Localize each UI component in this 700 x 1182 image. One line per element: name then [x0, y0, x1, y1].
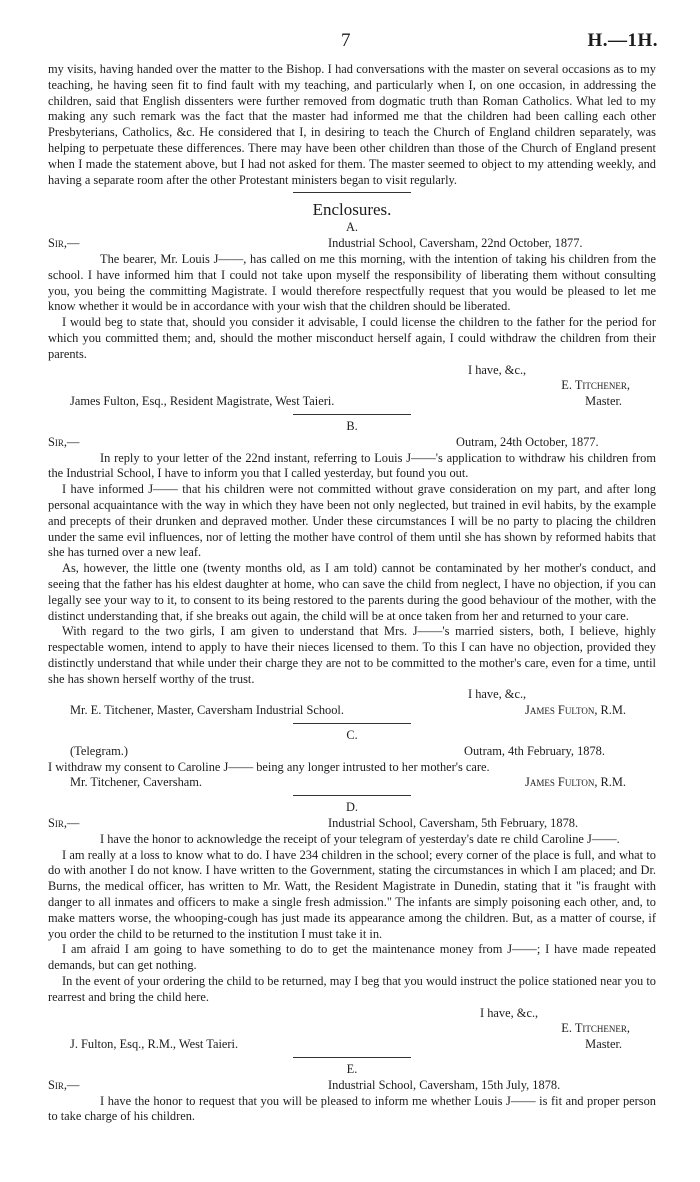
- letter-b-label: B.: [346, 418, 358, 433]
- letter-b-paragraph-4: With regard to the two girls, I am given to understand that Mrs. J——'s married sisters, both, I believe, highly respectable women, intend to apply to have their nieces licensed to them. To this I can have no objection, provided they distinctly understand that while under their charge they are not to be committed to the mother's care, even for a time, until she has shown herself worthy of the trust.: [48, 624, 656, 686]
- letter-c-addressee: Mr. Titchener, Caversham.: [70, 775, 202, 790]
- letter-b-addressee-row: [48, 703, 656, 719]
- letter-c-kind: (Telegram.): [70, 743, 128, 758]
- section-divider: [293, 795, 411, 796]
- letter-c: [48, 728, 656, 791]
- letter-d-signer-title: Master.: [585, 1037, 622, 1052]
- letter-a-addressee: James Fulton, Esq., Resident Magistrate, West Taieri.: [70, 394, 335, 409]
- enclosures-heading: Enclosures.: [312, 200, 392, 220]
- letter-e-header-row: [48, 1078, 656, 1094]
- section-divider: [293, 723, 411, 724]
- letter-b: [48, 419, 656, 719]
- letter-d-addressee: J. Fulton, Esq., R.M., West Taieri.: [70, 1037, 239, 1052]
- letter-a-salutation: Sir,—: [48, 236, 80, 251]
- letter-a-signature: E. Titchener,: [561, 378, 630, 393]
- letter-b-paragraph-3: As, however, the little one (twenty months old, as I am told) cannot be contaminated by her mother's conduct, and seeing that the father has his eldest daughter at home, who can save the child from neglect, I have no objection, if you can legally see your way to it, to consent to its being restored to the parents during the good behaviour of the mother, with the distinct understanding that, if she breaks out again, the child will be at once taken from her and returned to your care.: [48, 561, 656, 623]
- letter-c-label: C.: [346, 728, 358, 743]
- letter-a-closing: I have, &c.,: [468, 362, 527, 377]
- letter-b-paragraph-1: In reply to your letter of the 22nd instant, referring to Louis J——'s application to withdraw his children from the Industrial School, I have to inform you that I called yesterday, but found you out.: [48, 450, 656, 481]
- letter-c-header-row: [48, 744, 656, 760]
- letter-d-signature-row: [48, 1021, 656, 1037]
- page-body: [48, 62, 656, 1125]
- letter-a-paragraph-1: The bearer, Mr. Louis J——, has called on me this morning, with the intention of taking his children from the school. I have informed him that I could not take upon myself the responsibility of liberating them without consulting you, you being the committing Magistrate. I would therefore respectfully request that you would be pleased to let me know whether it would be in accordance with your wish that the children should be liberated.: [48, 251, 656, 314]
- letter-a-place-date: Industrial School, Caversham, 22nd October, 1877.: [328, 236, 583, 251]
- letter-a-signer-title: Master.: [585, 394, 622, 409]
- letter-d-header-row: [48, 816, 656, 832]
- letter-d-label: D.: [345, 800, 359, 815]
- letter-d-paragraph-1: I have the honor to acknowledge the receipt of your telegram of yesterday's date re child Caroline J——.: [100, 831, 620, 846]
- section-divider: [293, 1057, 411, 1058]
- letter-d-paragraph-4: In the event of your ordering the child to be returned, may I beg that you would instruct the police stationed near you to rearrest and bring the child here.: [48, 974, 656, 1004]
- letter-e-paragraph-1: I have the honor to request that you will be pleased to inform me whether Louis J—— is fit and proper person to take charge of his children.: [48, 1093, 656, 1124]
- letter-d-closing-row: [48, 1006, 656, 1022]
- letter-d-salutation: Sir,—: [48, 816, 80, 831]
- letter-a-paragraph-2: I would beg to state that, should you consider it advisable, I could license the children to the father for the period for which you committed them; and, should the mother misconduct herself again, I could withdraw the children from their parents.: [48, 315, 656, 361]
- letter-e-salutation: Sir,—: [48, 1077, 80, 1092]
- letter-d-paragraph-2: I am really at a loss to know what to do. I have 234 children in the school; every corner of the place is full, and what to do with another I do not know. I have written to the Government, stating the circumstances in which I am placed; and Dr. Burns, the medical officer, has written to Mr. Watt, the Resident Magistrate in Dunedin, stating that it "is fraught with danger to all inmates and officers to make a single fresh admission." The infants are simply poisoning each other, and, to make matters worse, the whooping-cough has just made its appearance among the children. But, as a matter of course, if you order the child to be returned to the institution I must take it in.: [48, 847, 656, 941]
- letter-a-label: A.: [345, 220, 359, 235]
- letter-b-header-row: [48, 435, 656, 451]
- letter-d: [48, 800, 656, 1053]
- section-divider: [293, 414, 411, 415]
- letter-b-closing-row: [48, 687, 656, 703]
- letter-e-label: E.: [346, 1062, 358, 1077]
- letter-c-addressee-row: [48, 775, 656, 791]
- letter-c-signature: James Fulton, R.M.: [525, 775, 626, 790]
- section-divider: [293, 192, 411, 193]
- letter-d-addressee-row: [48, 1037, 656, 1053]
- letter-d-closing: I have, &c.,: [480, 1005, 539, 1020]
- letter-b-paragraph-2: I have informed J—— that his children were not committed without grave consideration on my part, and after long personal acquaintance with the way in which they have been not only neglected, but trained in evil habits, by the example and precepts of their drunken and depraved mother. Under these circumstances I will be no party to placing the children under the same evil influences, nor of letting the mother have control of them until she has shown by reformed habits that she has turned over a new leaf.: [48, 482, 656, 560]
- letter-a-addressee-row: [48, 394, 656, 410]
- letter-e-place-date: Industrial School, Caversham, 15th July, 1878.: [328, 1077, 561, 1092]
- letter-b-addressee: Mr. E. Titchener, Master, Caversham Industrial School.: [70, 703, 344, 718]
- letter-a-signature-row: [48, 378, 656, 394]
- letter-a-header-row: [48, 236, 656, 252]
- letter-e: [48, 1062, 656, 1125]
- letter-b-signature: James Fulton, R.M.: [525, 703, 626, 718]
- letter-c-text: I withdraw my consent to Caroline J—— being any longer intrusted to her mother's care.: [48, 759, 490, 774]
- letter-d-place-date: Industrial School, Caversham, 5th February, 1878.: [328, 816, 579, 831]
- letter-b-closing: I have, &c.,: [468, 687, 527, 702]
- page-number: 7: [341, 30, 351, 51]
- letter-b-place-date: Outram, 24th October, 1877.: [456, 434, 599, 449]
- intro-paragraph: my visits, having handed over the matter to the Bishop. I had conversations with the master on several occasions as to my teaching, he having seen fit to find fault with my teaching, and particularly when I, on one occasion, in addressing the children, said that English dissenters were further removed from dogmatic truth than Roman Catholics. What led to my making any such remark was the fact that the master had informed me that the children had been calling each other Presbyterians, Catholics, &c. He considered that I, in desiring to teach the Church of England children separately, was helping to perpetuate these differences. There may have been other children than those of the Church of England present when I made the statement above, but I had not asked for them. The master seemed to object to my attending weekly, and having a separate room after the other Protestant ministers began to visit regularly.: [48, 62, 656, 187]
- document-reference: H.—1H.: [587, 30, 658, 51]
- letter-d-signature: E. Titchener,: [561, 1021, 630, 1036]
- letter-b-salutation: Sir,—: [48, 434, 80, 449]
- letter-c-place-date: Outram, 4th February, 1878.: [464, 743, 605, 758]
- letter-a-closing-row: [48, 363, 656, 379]
- page-header: [0, 30, 700, 54]
- letter-a: [48, 220, 656, 410]
- letter-d-paragraph-3: I am afraid I am going to have something to do to get the maintenance money from J——; I have made repeated demands, but can get nothing.: [48, 942, 656, 973]
